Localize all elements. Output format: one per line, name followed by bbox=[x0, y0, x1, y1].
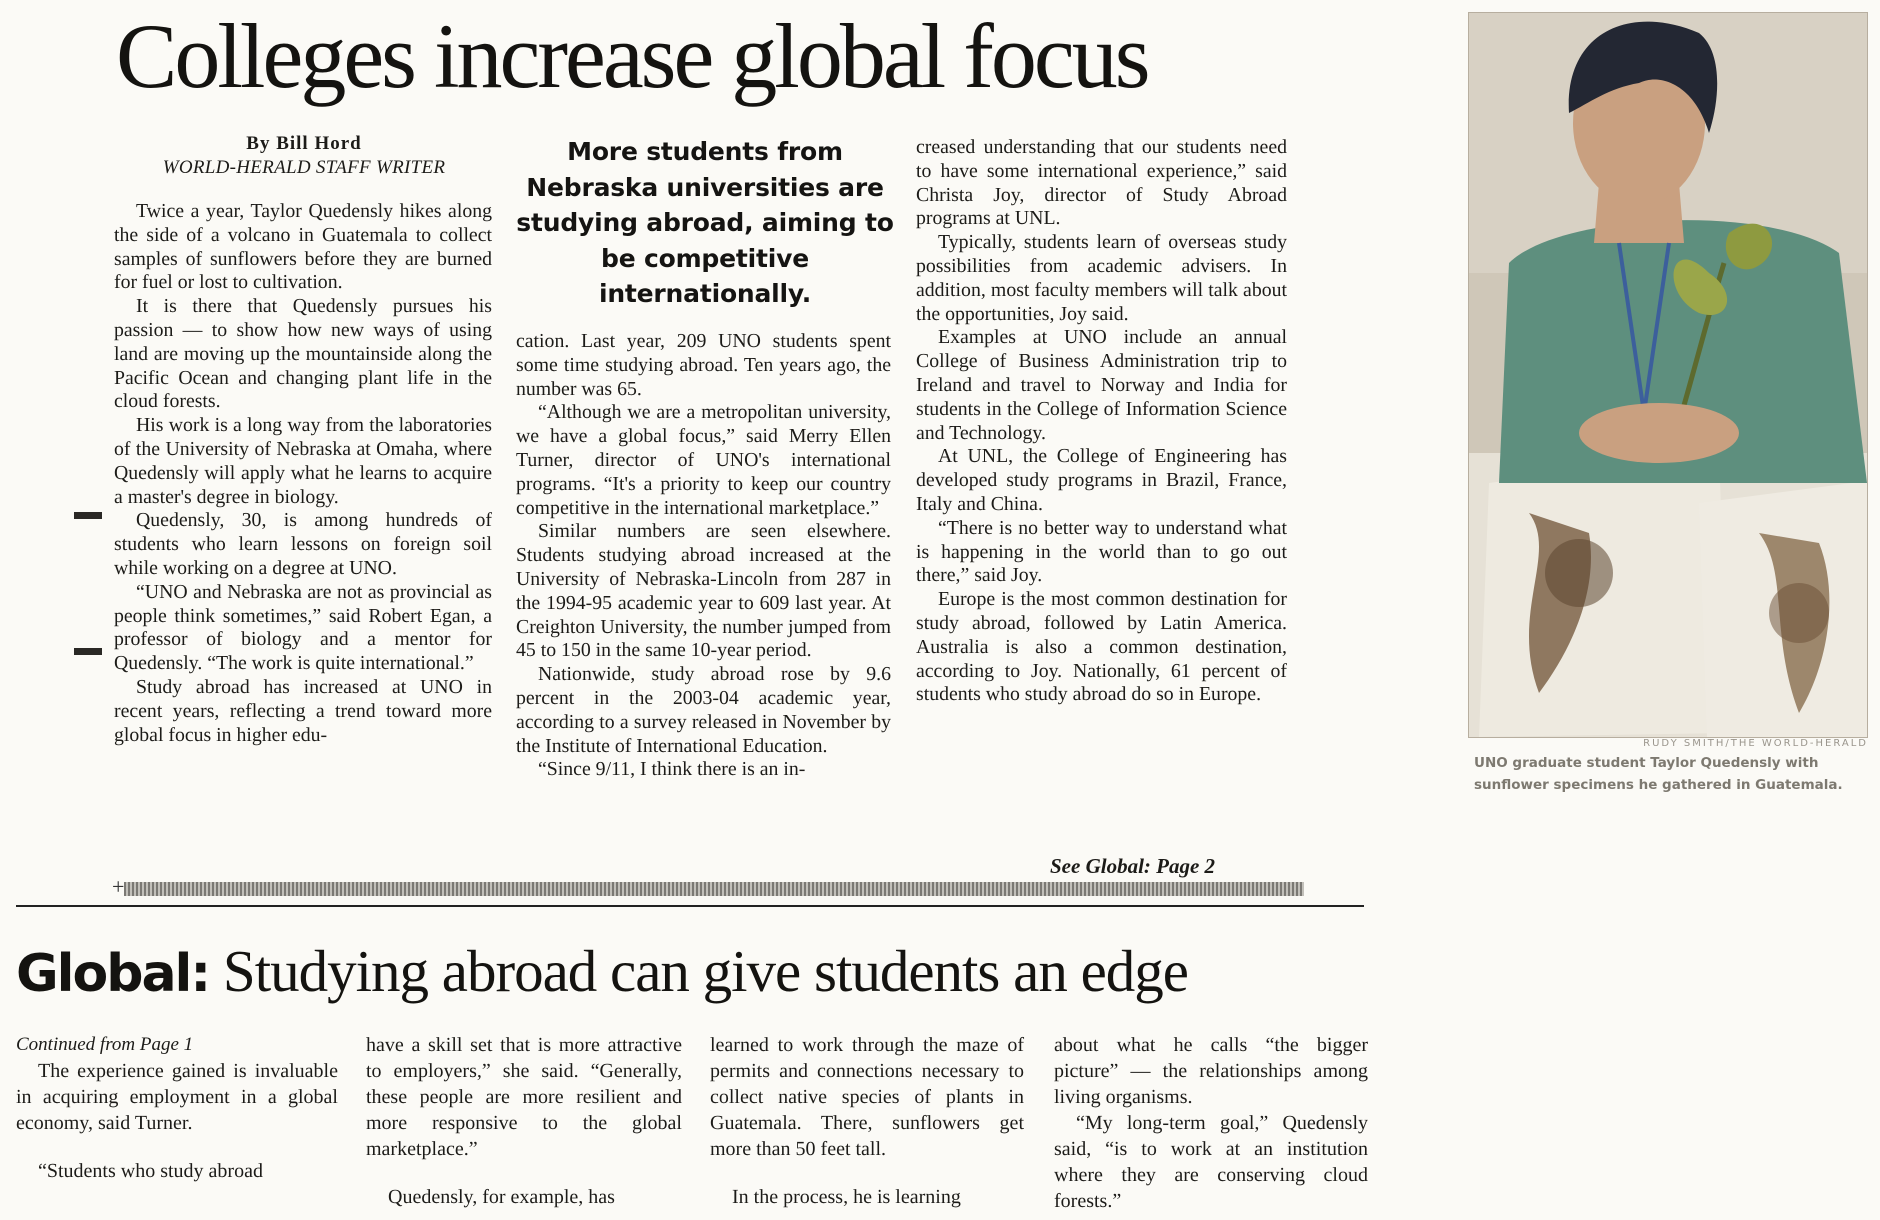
continuation-title: Studying abroad can give students an edge bbox=[222, 938, 1188, 1004]
continuation-column-2 bbox=[366, 1032, 682, 1210]
photo-illustration bbox=[1469, 13, 1867, 737]
paragraph: His work is a long way from the laboratories of the University of Nebraska at Omaha, where Quedensly will apply what he learns to acquire a master's degree in biology. bbox=[114, 414, 492, 508]
jump-line: See Global: Page 2 bbox=[1050, 854, 1216, 878]
article-column-3 bbox=[916, 136, 1287, 707]
paragraph: It is there that Quedensly pursues his passion — to show how new ways of using land are moving up the mountainside along the Pacific Ocean and changing plant life in the cloud forests. bbox=[114, 295, 492, 413]
specimen-leaf bbox=[1769, 583, 1829, 643]
paragraph: learned to work through the maze of permits and connections necessary to collect native species of plants in Guatemala. There, sunflowers get more than 50 feet tall. bbox=[710, 1034, 1024, 1160]
paragraph: Examples at UNO include an annual College of Business Administration trip to Ireland and travel to Norway and India for students in the College of Information Science and Technology. bbox=[916, 326, 1287, 444]
shaded-rule bbox=[124, 882, 1304, 896]
deck-subhead: More students from Nebraska universities are studying abroad, aiming to be competitive internationally. bbox=[516, 137, 894, 308]
article-column-2 bbox=[516, 330, 891, 782]
byline-block bbox=[114, 132, 494, 180]
paragraph: “UNO and Nebraska are not as provincial as people think sometimes,” said Robert Egan, a professor of biology and a mentor for Quedensly. “The work is quite international.” bbox=[114, 580, 492, 675]
paragraph: cation. Last year, 209 UNO students spent some time studying abroad. Ten years ago, the number was 65. bbox=[516, 330, 891, 400]
paragraph: At UNL, the College of Engineering has developed study programs in Brazil, France, Italy and China. bbox=[916, 445, 1287, 515]
paragraph: Nationwide, study abroad rose by 9.6 percent in the 2003-04 academic year, according to a survey released in November by the Institute of International Education. bbox=[516, 663, 891, 757]
crop-mark-icon: + bbox=[112, 874, 125, 899]
photo-credit: RUDY SMITH/THE WORLD-HERALD bbox=[1643, 738, 1868, 749]
specimen-leaf bbox=[1545, 539, 1613, 607]
paragraph: In the process, he is learning bbox=[732, 1186, 961, 1208]
continued-from: Continued from Page 1 bbox=[16, 1034, 194, 1055]
divider-rule bbox=[16, 905, 1364, 907]
person-hands bbox=[1579, 403, 1739, 463]
paragraph: “There is no better way to understand what is happening in the world than to go out there,” said Joy. bbox=[916, 516, 1287, 587]
paragraph: creased understanding that our students need to have some international experience,” said Christa Joy, director of Study Abroad programs at UNL. bbox=[916, 136, 1287, 230]
paragraph: “Since 9/11, I think there is an in- bbox=[538, 758, 806, 781]
margin-mark bbox=[74, 648, 102, 655]
article-column-1 bbox=[114, 200, 492, 747]
paragraph: Quedensly, 30, is among hundreds of students who learn lessons on foreign soil while working on a degree at UNO. bbox=[114, 509, 492, 579]
continuation-kicker: Global: bbox=[16, 944, 210, 1004]
photo-caption: UNO graduate student Taylor Quedensly with sunflower specimens he gathered in Guatemala. bbox=[1474, 755, 1843, 793]
paragraph: about what he calls “the bigger picture” — the relationships among living organisms. bbox=[1054, 1034, 1368, 1108]
byline-role: WORLD-HERALD STAFF WRITER bbox=[162, 157, 446, 178]
paragraph: Similar numbers are seen elsewhere. Students studying abroad increased at the University of Nebraska-Lincoln from 287 in the 1994-95 academic year to 609 last year. At Creighton University, the number jumped from 45 to 150 in the same 10-year period. bbox=[516, 520, 891, 662]
paragraph: “Students who study abroad bbox=[38, 1160, 263, 1182]
main-headline: Colleges increase global focus bbox=[116, 5, 1148, 107]
paragraph: “My long-term goal,” Quedensly said, “is to work at an institution where they are conserving cloud forests.” bbox=[1054, 1112, 1368, 1212]
paragraph: Typically, students learn of overseas study possibilities from academic advisers. In addition, most faculty members will talk about the opportunities, Joy said. bbox=[916, 231, 1287, 325]
margin-mark bbox=[74, 512, 102, 519]
paragraph: Quedensly, for example, has bbox=[388, 1186, 615, 1208]
continuation-column-3 bbox=[710, 1032, 1024, 1210]
continuation-column-4 bbox=[1054, 1032, 1368, 1214]
continuation-column-1 bbox=[16, 1058, 338, 1184]
paragraph: “Although we are a metropolitan university, we have a global focus,” said Merry Ellen Turner, director of UNO's international programs. “It's a priority to keep our country competitive in the international marketplace.” bbox=[516, 401, 891, 519]
paragraph: Study abroad has increased at UNO in recent years, reflecting a trend toward more global focus in higher edu- bbox=[114, 675, 492, 746]
byline: By Bill Hord bbox=[246, 133, 362, 154]
paragraph: have a skill set that is more attractive to employers,” she said. “Generally, these people are more resilient and more responsive to the global marketplace.” bbox=[366, 1034, 682, 1160]
paragraph: Twice a year, Taylor Quedensly hikes along the side of a volcano in Guatemala to collect samples of sunflowers before they are burned for fuel or lost to cultivation. bbox=[114, 200, 492, 294]
paragraph: Europe is the most common destination for study abroad, followed by Latin America. Australia is also a common destination, according to Joy. Nationally, 61 percent of students who study abroad do so in Europe. bbox=[916, 588, 1287, 706]
paragraph: The experience gained is invaluable in acquiring employment in a global economy, said Turner. bbox=[16, 1060, 338, 1134]
news-photo bbox=[1468, 12, 1868, 738]
continuation-headline bbox=[16, 936, 1188, 1009]
